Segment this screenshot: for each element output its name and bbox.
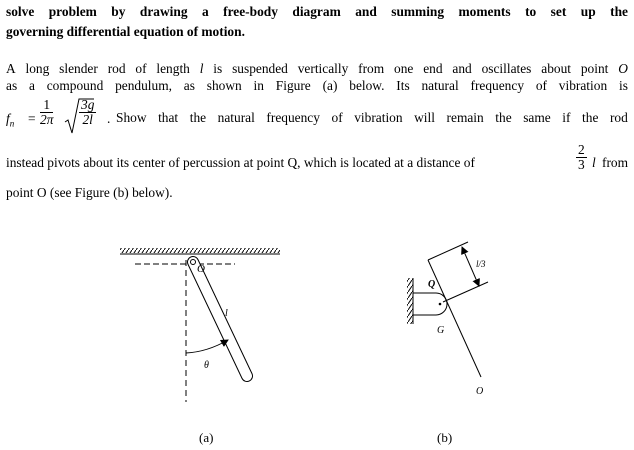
word: and [452,61,472,76]
header-word: moments [458,4,511,19]
paragraph-line-3 [116,110,628,126]
word: suspended [232,61,288,76]
caption-b: (b) [437,430,453,445]
word: rod [107,61,126,76]
rod-b [428,260,481,377]
paragraph-line-2 [6,78,628,94]
word: (a) [322,78,338,93]
word: in [253,78,264,93]
word: vertically [297,61,349,76]
word: the [189,110,207,125]
header-word: diagram [292,4,341,19]
header-word: up [580,4,596,19]
figures [0,190,634,450]
variable-O: O [618,61,628,76]
word: vibration [558,78,608,93]
frac-denominator: 3 [578,157,585,172]
label-l-over-3: l/3 [476,259,486,269]
word: natural [421,78,459,93]
word: that [158,110,179,125]
label-q: Q [428,279,436,290]
word: Its [396,78,410,93]
word: of [535,78,547,93]
word: frequency [470,78,525,93]
word: the [582,110,599,125]
header-word: free-body [223,4,278,19]
label-o: O [197,263,205,275]
label-theta: θ [204,360,209,371]
header-word: by [111,4,126,19]
line4-variable-l: l [592,155,596,170]
word: Figure [275,78,311,93]
header-word: a [201,4,209,19]
word: if [562,110,571,125]
word: natural [217,110,255,125]
formula-equals: = [28,111,36,126]
formula-coefficient [40,98,53,127]
wall-hatch [407,278,413,324]
word: a [28,78,35,93]
root-denominator: 2l [82,112,93,127]
formula-period: . [107,111,111,126]
header-word: to [525,4,537,19]
two-thirds-fraction [576,143,587,172]
formula-root-fraction [79,98,96,127]
coef-numerator: 1 [40,98,53,113]
word: shown [206,78,242,93]
word: long [25,61,50,76]
word: point [580,61,609,76]
word: slender [59,61,98,76]
header-word: the [610,4,628,19]
word: as [183,78,195,93]
root-numerator: 3g [81,97,95,112]
word: of [331,110,343,125]
word: about [541,61,571,76]
frac-numerator: 2 [578,142,585,157]
extension-line-bottom [443,282,488,302]
word: below. [349,78,385,93]
word: end [423,61,443,76]
rod-fill [193,262,247,376]
header-word: set [550,4,567,19]
caption-a: (a) [199,430,214,445]
label-l: l [225,308,228,319]
formula-fn [6,111,14,129]
variable-l: l [199,61,204,76]
header-line-1 [6,4,628,20]
figure-a [120,248,280,445]
header-word: and [355,4,377,19]
word: vibration [354,110,403,125]
word: one [394,61,414,76]
label-o-end: O [476,386,484,397]
header-word: problem [48,4,97,19]
extension-line-top [428,242,468,260]
word: same [523,110,551,125]
header-word: solve [6,4,35,19]
header-word: summing [391,4,445,19]
ceiling-hatch [120,248,280,253]
word: compound [46,78,104,93]
line4-text: instead pivots about its center of percussion at point Q, which is located at a distance of [6,155,475,170]
word: of [135,61,147,76]
word: the [495,110,512,125]
paragraph-line-1 [6,61,628,77]
word: is [213,61,223,76]
word: pendulum, [115,78,172,93]
word: will [414,110,435,125]
word: rod [609,110,628,125]
word: Show [116,110,147,125]
word: is [618,78,628,93]
word: as [6,78,18,93]
word: length [156,61,190,76]
theta-arc [186,340,228,353]
paragraph-line-5: point O (see Figure (b) below). [6,185,173,200]
pivot-bracket [436,293,447,315]
header-word: drawing [139,4,188,19]
formula-subscript-n: n [9,118,15,129]
line4-from: from [602,155,629,170]
formula-f: f [6,111,10,126]
word: from [358,61,385,76]
word: A [6,61,16,76]
word: frequency [266,110,320,125]
label-g: G [437,325,445,336]
coef-denominator: 2π [40,112,54,127]
word: remain [446,110,484,125]
header-line-2: governing differential equation of motion. [6,24,245,39]
figure-b [407,242,488,445]
point-q [439,303,442,306]
word: oscillates [481,61,532,76]
paragraph-line-4 [6,143,634,183]
